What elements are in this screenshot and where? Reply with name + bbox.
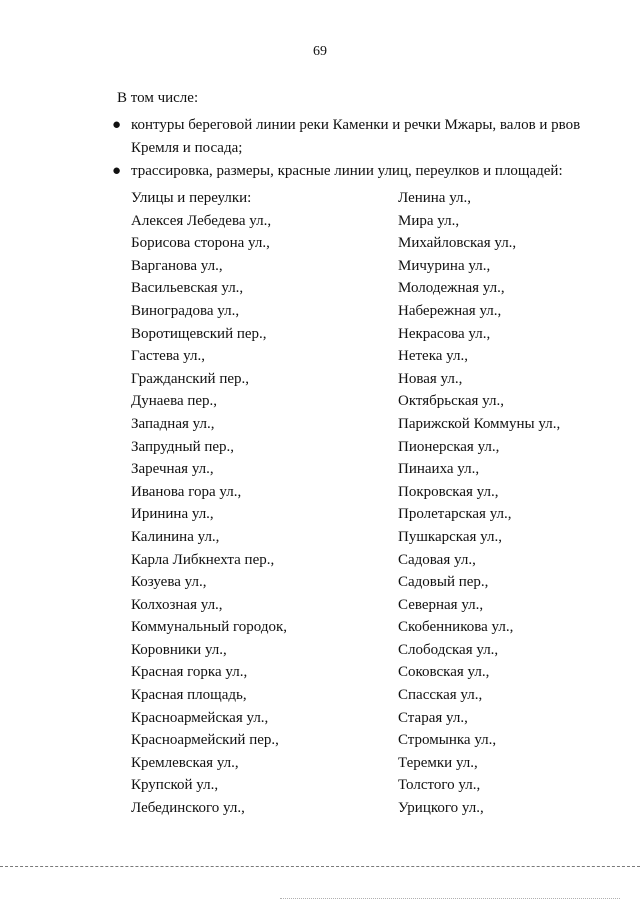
street-list-item: Борисова сторона ул., [131,235,270,252]
street-list-item: Козуева ул., [131,574,207,591]
street-list-item: Иванова гора ул., [131,483,242,500]
street-list-item: Слободская ул., [398,641,499,658]
street-list-item: Толстого ул., [398,777,481,794]
street-list-item: Красная площадь, [131,687,247,704]
footer-divider-secondary [280,898,620,899]
bullet-text: трассировка, размеры, красные линии улиц, переулков и площадей: [131,163,563,179]
street-list-item: Михайловская ул., [398,235,517,252]
street-list-item: Пионерская ул., [398,438,500,455]
street-list-item: Виноградова ул., [131,302,240,319]
street-list-item: Урицкого ул., [398,800,484,817]
bullet-list [0,114,640,183]
street-list-item: Заречная ул., [131,461,214,478]
bullet-text: контуры береговой линии реки Каменки и речки Мжары, валов и рвов Кремля и посада; [131,117,581,156]
street-list-item: Запрудный пер., [131,438,235,455]
street-list-item: Карла Либкнехта пер., [131,551,275,568]
street-list-item: Покровская ул., [398,483,499,500]
street-list-item: Парижской Коммуны ул., [398,415,561,432]
street-list-item: Стромынка ул., [398,732,497,749]
street-list-item: Скобенникова ул., [398,619,514,636]
street-list-left [131,187,287,820]
street-list-item: Коровники ул., [131,641,227,658]
street-list-item: Калинина ул., [131,528,220,545]
street-list-item: Нетека ул., [398,348,468,365]
street-list-item: Алексея Лебедева ул., [131,212,272,229]
street-list-item: Соковская ул., [398,664,490,681]
bullet-icon: ● [112,117,122,133]
street-list-item: Теремки ул., [398,754,478,771]
street-list-item: Иринина ул., [131,506,214,523]
street-list-item: Садовая ул., [398,551,476,568]
street-list-item: Спасская ул., [398,687,483,704]
street-list-item: Васильевская ул., [131,280,244,297]
street-list-item: Некрасова ул., [398,325,491,342]
street-list-item: Октябрьская ул., [398,393,505,410]
street-list-item: Колхозная ул., [131,596,223,613]
street-list-item: Пинаиха ул., [398,461,480,478]
bullet-icon: ● [112,163,122,179]
page-number: 69 [313,44,327,59]
street-list-item: Новая ул., [398,370,463,387]
street-list-item: Старая ул., [398,709,468,726]
street-list-item: Мира ул., [398,212,460,229]
bullet-item [0,114,640,160]
street-list-item: Красноармейская ул., [131,709,269,726]
street-list-item: Западная ул., [131,415,215,432]
street-list-item: Красная горка ул., [131,664,248,681]
street-list-item: Коммунальный городок, [131,619,287,636]
footer-divider [0,866,640,867]
street-list-item: Варганова ул., [131,257,223,274]
street-list-item: Лебединского ул., [131,800,245,817]
street-list-item: Садовый пер., [398,574,489,591]
street-list-item: Ленина ул., [398,190,472,206]
street-list-right [398,187,560,820]
street-list-item: Дунаева пер., [131,393,218,410]
street-list-item: Северная ул., [398,596,484,613]
street-list-item: Крупской ул., [131,777,219,794]
intro-text: В том числе: [117,90,199,106]
street-list-item: Красноармейский пер., [131,732,279,749]
street-list-item: Пролетарская ул., [398,506,512,523]
bullet-item [0,160,640,183]
street-list-item: Пушкарская ул., [398,528,502,545]
street-list-item: Улицы и переулки: [131,190,252,206]
street-list-item: Мичурина ул., [398,257,491,274]
street-list-item: Воротищевский пер., [131,325,267,342]
street-list-item: Гражданский пер., [131,370,250,387]
street-list-item: Гастева ул., [131,348,205,365]
street-list-item: Кремлевская ул., [131,754,239,771]
street-list-item: Молодежная ул., [398,280,505,297]
street-list-item: Набережная ул., [398,302,502,319]
